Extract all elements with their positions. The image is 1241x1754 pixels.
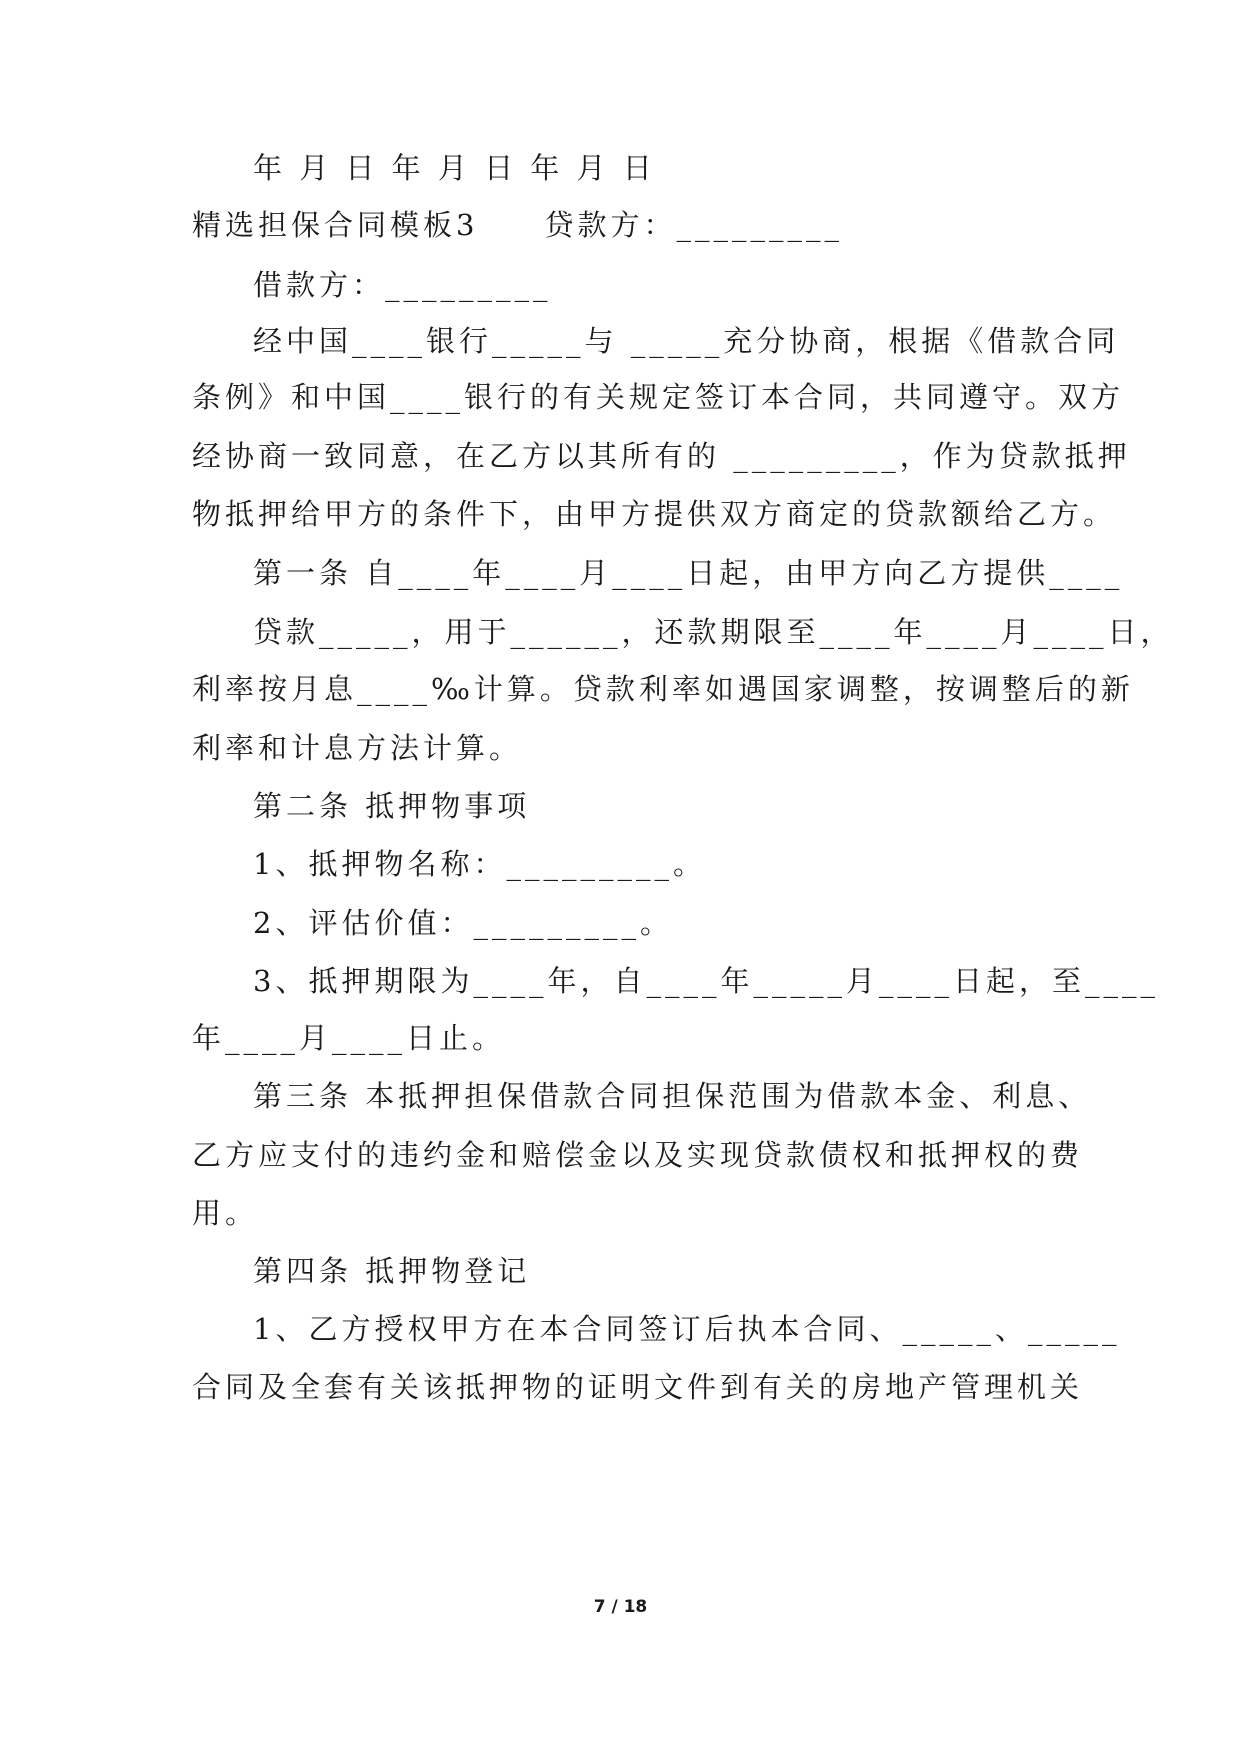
paragraph-line: 乙方应支付的违约金和赔偿金以及实现贷款债权和抵押权的费 [192,1138,1084,1172]
list-item: 1、乙方授权甲方在本合同签订后执本合同、_____、_____ [253,1312,1121,1346]
date-line: 年 月 日 年 月 日 年 月 日 [253,151,656,185]
list-item: 3、抵押期限为____年，自____年_____月____日起，至____ [253,964,1159,998]
paragraph-line: 物抵押给甲方的条件下，由甲方提供双方商定的贷款额给乙方。 [192,497,1117,531]
paragraph-line: 经中国____银行_____与 _____充分协商，根据《借款合同 [253,324,1120,358]
paragraph-line: 条例》和中国____银行的有关规定签订本合同，共同遵守。双方 [192,380,1125,414]
page-number: 7 / 18 [593,1597,648,1617]
borrower-line: 借款方：_________ [253,268,552,302]
template-title-lender-line: 精选担保合同模板3 贷款方：_________ [192,208,843,242]
paragraph-line: 贷款_____，用于______，还款期限至____年____月____日， [253,615,1174,649]
paragraph-line: 年____月____日止。 [192,1021,506,1055]
article-2-heading: 第二条 抵押物事项 [253,789,531,823]
paragraph-line: 利率按月息____‰计算。贷款利率如遇国家调整，按调整后的新 [192,672,1134,706]
list-item: 2、评估价值：_________。 [253,906,673,940]
paragraph-line: 用。 [192,1196,259,1230]
paragraph-line: 利率和计息方法计算。 [192,731,523,765]
paragraph-line: 合同及全套有关该抵押物的证明文件到有关的房地产管理机关 [192,1370,1084,1404]
article-1-line: 第一条 自____年____月____日起，由甲方向乙方提供____ [253,556,1124,590]
list-item: 1、抵押物名称：_________。 [253,847,706,881]
article-4-heading: 第四条 抵押物登记 [253,1254,531,1288]
paragraph-line: 经协商一致同意，在乙方以其所有的 _________，作为贷款抵押 [192,439,1131,473]
article-3-line: 第三条 本抵押担保借款合同担保范围为借款本金、利息、 [253,1079,1092,1113]
